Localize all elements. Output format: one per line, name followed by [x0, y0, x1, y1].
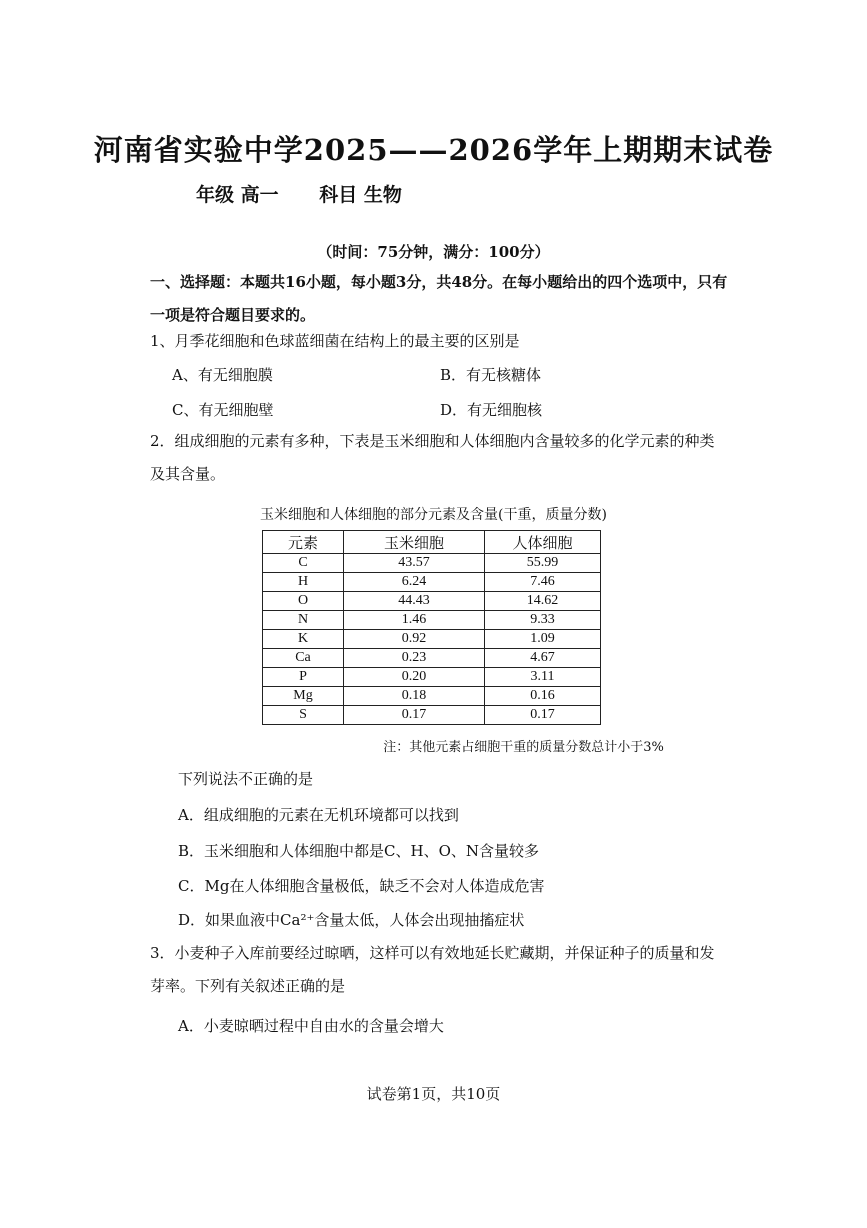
table-cell: 43.57 — [344, 554, 485, 573]
q2-option-a: A．组成细胞的元素在无机环境都可以找到 — [178, 806, 459, 824]
q1-option-c: C、有无细胞壁 — [172, 401, 274, 419]
table-cell: P — [263, 668, 344, 687]
table-cell: Mg — [263, 687, 344, 706]
table-cell: 0.23 — [344, 649, 485, 668]
table-note: 注：其他元素占细胞干重的质量分数总计小于3% — [383, 740, 664, 755]
page-footer: 试卷第1页，共10页 — [366, 1085, 501, 1103]
table-cell: 0.18 — [344, 687, 485, 706]
table-cell: 6.24 — [344, 573, 485, 592]
table-row — [263, 554, 601, 573]
subject-label: 科目 生物 — [319, 184, 402, 206]
time-info: （时间：75分钟，满分：100分） — [317, 243, 550, 261]
table-cell: 3.11 — [485, 668, 601, 687]
table-row — [263, 573, 601, 592]
table-cell: 44.43 — [344, 592, 485, 611]
table-header-cell: 元素 — [263, 531, 344, 554]
element-table — [262, 530, 601, 725]
table-cell: 0.17 — [485, 706, 601, 725]
question-1-stem: 1、月季花细胞和色球蓝细菌在结构上的最主要的区别是 — [150, 332, 520, 350]
table-cell: 1.09 — [485, 630, 601, 649]
table-row — [263, 611, 601, 630]
table-row — [263, 630, 601, 649]
table-cell: 7.46 — [485, 573, 601, 592]
q2-option-b: B．玉米细胞和人体细胞中都是C、H、O、N含量较多 — [178, 842, 540, 860]
table-cell: 4.67 — [485, 649, 601, 668]
table-cell: 0.16 — [485, 687, 601, 706]
table-cell: 55.99 — [485, 554, 601, 573]
q1-option-b: B．有无核糖体 — [440, 366, 542, 384]
table-row — [263, 668, 601, 687]
table-cell: 9.33 — [485, 611, 601, 630]
section-instructions: 一、选择题：本题共16小题，每小题3分，共48分。在每小题给出的四个选项中，只有一项是符合题目要求的。 — [150, 273, 728, 324]
question-2-stem: 2．组成细胞的元素有多种，下表是玉米细胞和人体细胞内含量较多的化学元素的种类及其含量。 — [150, 432, 715, 483]
table-cell: C — [263, 554, 344, 573]
table-cell: 1.46 — [344, 611, 485, 630]
q2-option-d: D．如果血液中Ca²⁺含量太低，人体会出现抽搐症状 — [178, 911, 525, 929]
table-cell: 14.62 — [485, 592, 601, 611]
table-caption: 玉米细胞和人体细胞的部分元素及含量(干重，质量分数) — [260, 507, 607, 523]
exam-meta — [196, 180, 436, 207]
table-row — [263, 649, 601, 668]
q1-option-a: A、有无细胞膜 — [172, 366, 273, 384]
table-cell: N — [263, 611, 344, 630]
q2-prompt: 下列说法不正确的是 — [178, 770, 314, 788]
q1-option-d: D．有无细胞核 — [440, 401, 543, 419]
table-header-cell: 人体细胞 — [485, 531, 601, 554]
table-row — [263, 706, 601, 725]
q3-option-a: A．小麦晾晒过程中自由水的含量会增大 — [178, 1017, 444, 1035]
table-cell: 0.92 — [344, 630, 485, 649]
table-cell: K — [263, 630, 344, 649]
table-cell: 0.17 — [344, 706, 485, 725]
table-cell: O — [263, 592, 344, 611]
table-header-row — [263, 531, 601, 554]
grade-label: 年级 高一 — [196, 184, 279, 206]
table-cell: H — [263, 573, 344, 592]
table-cell: S — [263, 706, 344, 725]
table-cell: Ca — [263, 649, 344, 668]
table-header-cell: 玉米细胞 — [344, 531, 485, 554]
table-row — [263, 592, 601, 611]
table-row — [263, 687, 601, 706]
table-cell: 0.20 — [344, 668, 485, 687]
q2-option-c: C．Mg在人体细胞含量极低，缺乏不会对人体造成危害 — [178, 877, 545, 895]
exam-title: 河南省实验中学2025——2026学年上期期末试卷 — [93, 133, 774, 167]
question-3-stem: 3．小麦种子入库前要经过晾晒，这样可以有效地延长贮藏期，并保证种子的质量和发芽率。下列有关叙述正确的是 — [150, 944, 715, 995]
